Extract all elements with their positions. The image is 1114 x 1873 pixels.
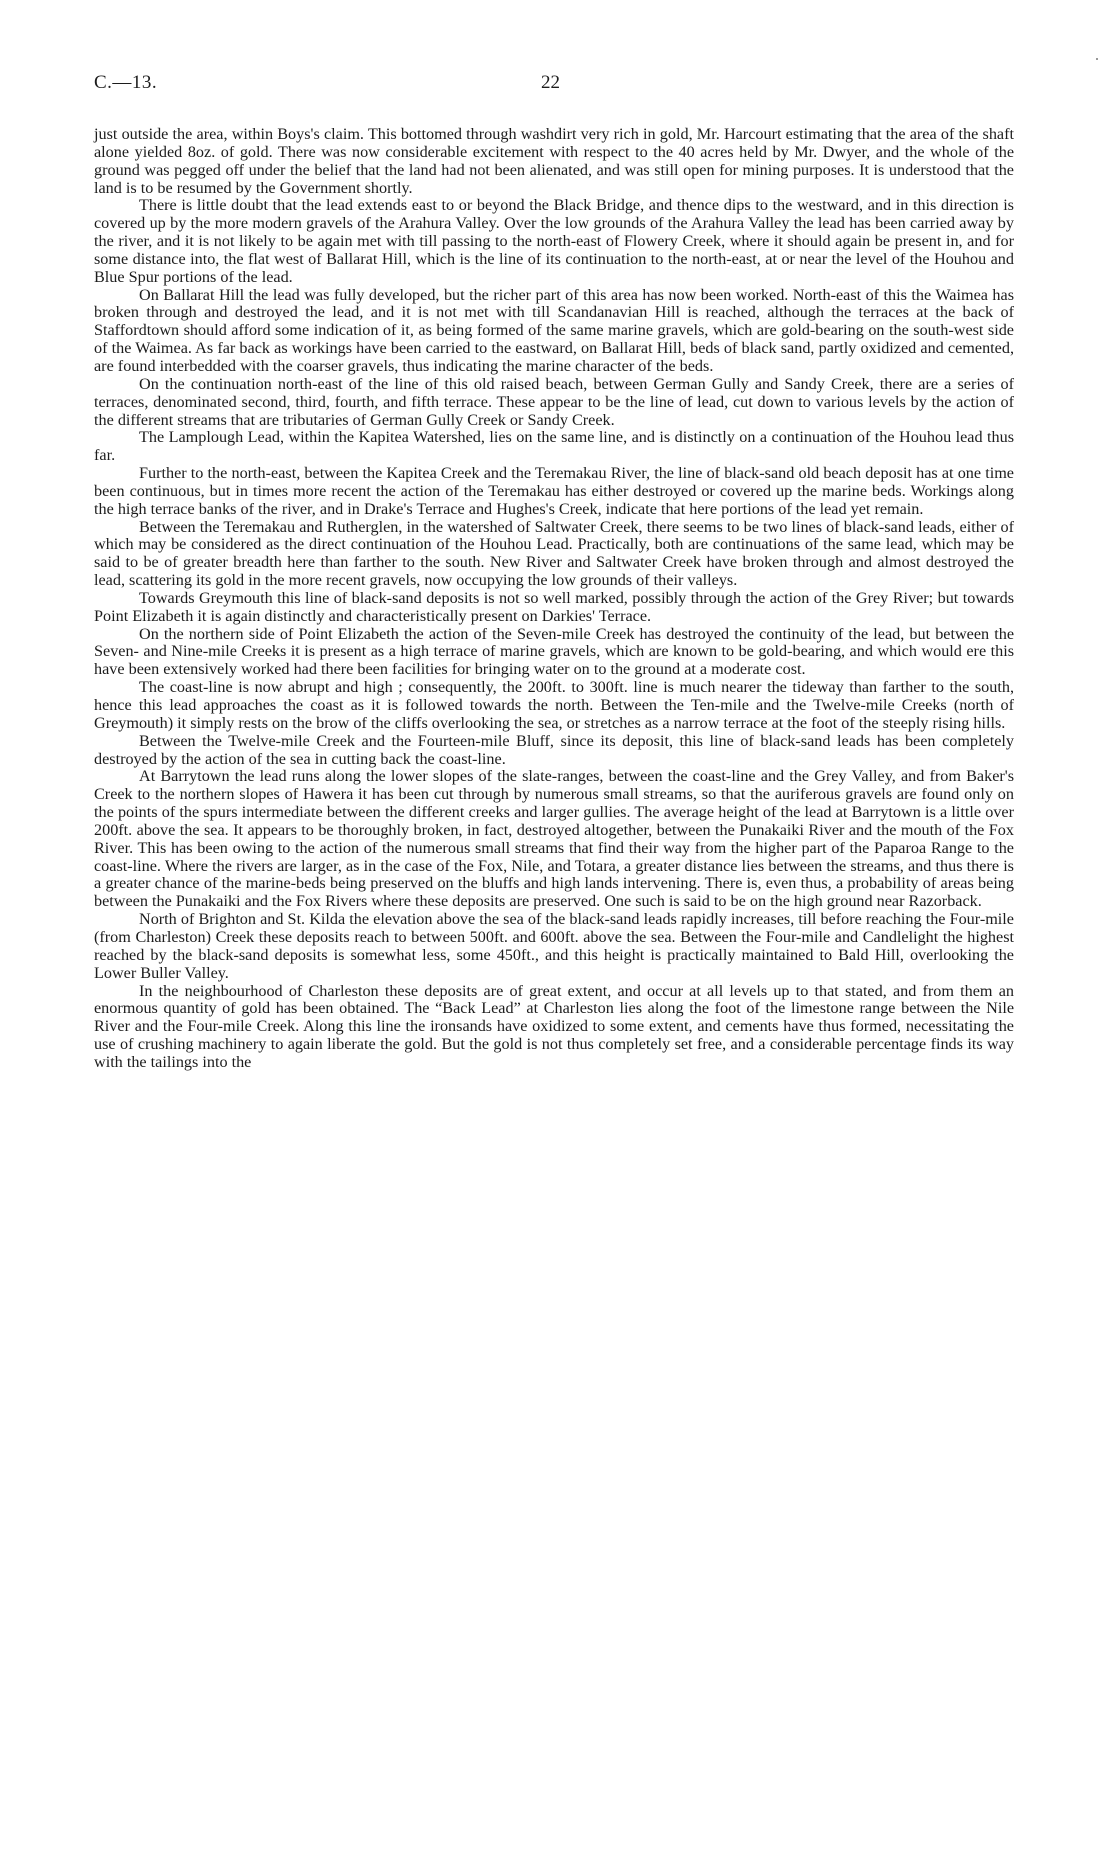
- document-reference: C.—13.: [94, 72, 158, 93]
- margin-dot: [1096, 58, 1098, 60]
- page-header: [94, 72, 1014, 102]
- paragraph: The coast-line is now abrupt and high ; consequently, the 200ft. to 300ft. line is much nearer the tideway than farther to the south, hence this lead approaches the coast as it is followed towards the north. Between the Ten-mile and the Twelve-mile Creeks (north of Greymouth) it simply rests on the brow of the cliffs overlooking the sea, or stretches as a narrow terrace at the foot of the steeply rising hills.: [94, 678, 1014, 732]
- paragraph: Towards Greymouth this line of black-sand deposits is not so well marked, possibly through the action of the Grey River; but towards Point Elizabeth it is again distinctly and characteristically present on Darkies' Terrace.: [94, 588, 1014, 625]
- paragraph: At Barrytown the lead runs along the lower slopes of the slate-ranges, between the coast-line and the Grey Valley, and from Baker's Creek to the northern slopes of Hawera it has been cut through by numerous small streams, so that the auriferous gravels are found only on the points of the spurs intermediate between the different creeks and larger gullies. The average height of the lead at Barrytown is a little over 200ft. above the sea. It appears to be thoroughly broken, in fact, destroyed altogether, between the Punakaiki River and the mouth of the Fox River. This has been owing to the action of the numerous small streams that find their way from the higher part of the Paparoa Range to the coast-line. Where the rivers are larger, as in the case of the Fox, Nile, and Totara, a greater distance lies between the streams, and thus there is a greater chance of the marine-beds being preserved on the bluffs and high lands intervening. There is, even thus, a probability of areas being between the Punakaiki and the Fox Rivers where these deposits are preserved. One such is said to be on the high ground near Razorback.: [94, 767, 1014, 911]
- body-text: [94, 126, 1014, 1072]
- paragraph: The Lamplough Lead, within the Kapitea Watershed, lies on the same line, and is distinctly on a continuation of the Houhou lead thus far.: [94, 428, 1014, 465]
- paragraph: On the northern side of Point Elizabeth the action of the Seven-mile Creek has destroyed the continuity of the lead, but between the Seven- and Nine-mile Creeks it is present as a high terrace of marine gravels, which are known to be gold-bearing, and which would ere this have been extensively worked had there been facilities for bringing water on to the ground at a moderate cost.: [94, 624, 1014, 679]
- paragraph: In the neighbourhood of Charleston these deposits are of great extent, and occur at all levels up to that stated, and from them an enormous quantity of gold has been obtained. The “Back Lead” at Charleston lies along the foot of the limestone range between the Nile River and the Four-mile Creek. Along this line the ironsands have oxidized to some extent, and cements have thus formed, necessitating the use of crushing machinery to again liberate the gold. But the gold is not thus completely set free, and a considerable percentage finds its way with the tailings into the: [94, 981, 1014, 1071]
- paragraph: Between the Teremakau and Rutherglen, in the watershed of Saltwater Creek, there seems to be two lines of black-sand leads, either of which may be considered as the direct continuation of the Houhou Lead. Practically, both are continuations of the same lead, which may be said to be of greater breadth here than farther to the south. New River and Saltwater Creek have broken through and almost destroyed the lead, scattering its gold in the more recent gravels, now occupying the low grounds of their valleys.: [94, 517, 1014, 590]
- paragraph: There is little doubt that the lead extends east to or beyond the Black Bridge, and thence dips to the westward, and in this direction is covered up by the more modern gravels of the Arahura Valley. Over the low grounds of the Arahura Valley the lead has been carried away by the river, and it is not likely to be again met with till passing to the north-east of Flowery Creek, where it should again be present in, and for some distance into, the flat west of Ballarat Hill, which is the line of its continuation to the north-east, at or near the level of the Houhou and Blue Spur portions of the lead.: [94, 196, 1014, 286]
- paragraph: On the continuation north-east of the line of this old raised beach, between German Gully and Sandy Creek, there are a series of terraces, denominated second, third, fourth, and fifth terrace. These appear to be the line of lead, cut down to various levels by the action of the different streams that are tributaries of German Gully Creek or Sandy Creek.: [94, 374, 1014, 429]
- page-number: 22: [541, 72, 560, 93]
- paragraph: North of Brighton and St. Kilda the elevation above the sea of the black-sand leads rapidly increases, till before reaching the Four-mile (from Charleston) Creek these deposits reach to between 500ft. and 600ft. above the sea. Between the Four-mile and Candlelight the highest reached by the black-sand deposits is somewhat less, some 450ft., and this height is practically maintained to Bald Hill, overlooking the Lower Buller Valley.: [94, 910, 1014, 982]
- paragraph: Further to the north-east, between the Kapitea Creek and the Teremakau River, the line of black-sand old beach deposit has at one time been continuous, but in times more recent the action of the Teremakau has either destroyed or covered up the marine beds. Workings along the high terrace banks of the river, and in Drake's Terrace and Hughes's Creek, indicate that here portions of the lead yet remain.: [94, 464, 1014, 518]
- paragraph: Between the Twelve-mile Creek and the Fourteen-mile Bluff, since its deposit, this line of black-sand leads has been completely destroyed by the action of the sea in cutting back the coast-line.: [94, 731, 1014, 768]
- paragraph: On Ballarat Hill the lead was fully developed, but the richer part of this area has now been worked. North-east of this the Waimea has broken through and destroyed the lead, and it is not met with till Scandanavian Hill is reached, although the terraces at the back of Staffordtown should afford some indication of it, as being formed of the same marine gravels, which are gold-bearing on the south-west side of the Waimea. As far back as workings have been carried to the eastward, on Ballarat Hill, beds of black sand, partly oxidized and cemented, are found interbedded with the coarser gravels, thus indicating the marine character of the beds.: [94, 285, 1014, 375]
- paragraph: just outside the area, within Boys's claim. This bottomed through washdirt very rich in gold, Mr. Harcourt estimating that the area of the shaft alone yielded 8oz. of gold. There was now considerable excitement with respect to the 40 acres held by Mr. Dwyer, and the whole of the ground was pegged off under the belief that the land had not been alienated, and was still open for mining purposes. It is understood that the land is to be resumed by the Government shortly.: [94, 125, 1014, 197]
